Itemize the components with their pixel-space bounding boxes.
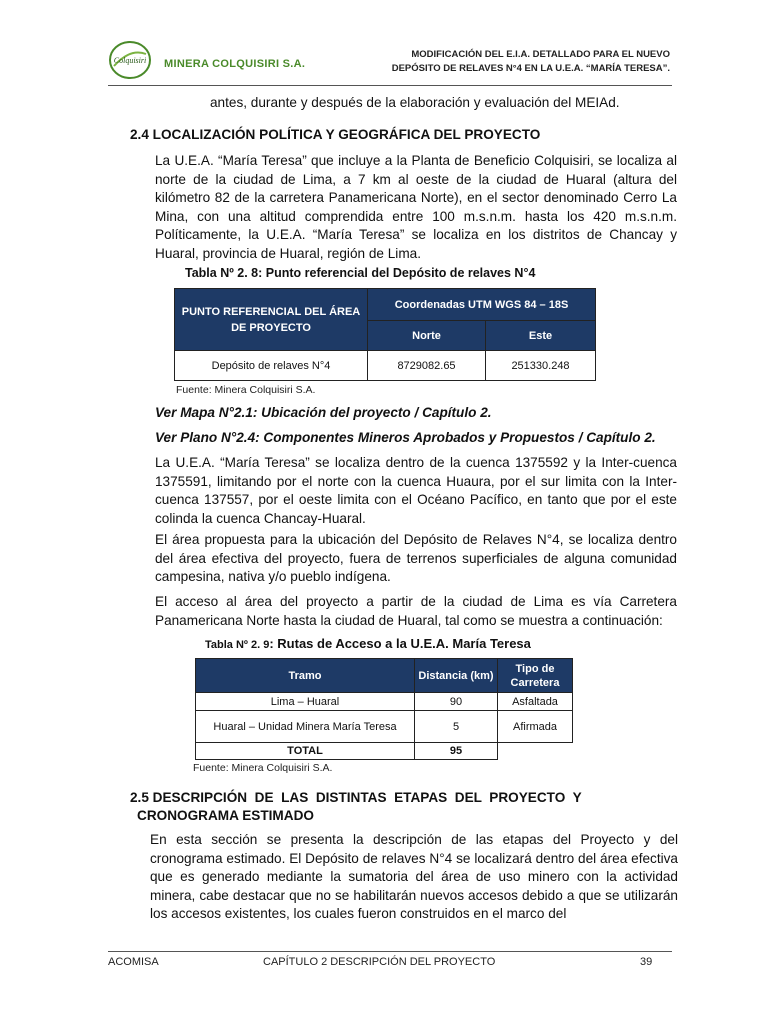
section-2-5-heading-line1: 2.5 DESCRIPCIÓN DE LAS DISTINTAS ETAPAS DEL PROYECTO Y — [130, 790, 582, 805]
table2-cell-distancia: 90 — [415, 693, 498, 711]
intro-line: antes, durante y después de la elaboración y evaluación del MEIAd. — [210, 95, 620, 110]
paragraph-cuenca: La U.E.A. “María Teresa” se localiza dentro de la cuenca 1375592 y la Inter-cuenca 1375591, limitando por el norte con la cuenca Huaura, por el sur limita con la Inter-cuenca 137557, por el oeste limita con el Océano Pacífico, en tanto que por el este colinda la cuenca Chancay-Huaral. — [155, 455, 677, 526]
table-row — [196, 711, 573, 743]
table2-caption — [205, 636, 531, 651]
table1-cell-este: 251330.248 — [486, 351, 596, 381]
table2-total-value: 95 — [415, 743, 498, 760]
table-row — [175, 351, 596, 381]
footer-divider — [108, 951, 672, 952]
paragraph-area: El área propuesta para la ubicación del Depósito de Relaves N°4, se localiza dentro del área efectiva del proyecto, fuera de terrenos superficiales de alguna comunidad campesina, nativa y/o pueblo indígena. — [155, 532, 677, 584]
table2-header-distancia: Distancia (km) — [415, 659, 498, 693]
section-2-4-heading: 2.4 LOCALIZACIÓN POLÍTICA Y GEOGRÁFICA DEL PROYECTO — [130, 127, 541, 142]
table-row-total — [196, 743, 573, 760]
header-divider — [108, 85, 672, 86]
table1-header-este: Este — [486, 321, 596, 351]
table2-total-label: TOTAL — [196, 743, 415, 760]
table2-cell-tramo: Huaral – Unidad Minera María Teresa — [196, 711, 415, 743]
table1-caption: Tabla Nº 2. 8: Punto referencial del Depósito de relaves N°4 — [185, 266, 536, 280]
table2-caption-prefix: Tabla Nº 2. 9 — [205, 639, 270, 651]
table1-header-norte: Norte — [368, 321, 486, 351]
table2-header-tramo: Tramo — [196, 659, 415, 693]
table1-source: Fuente: Minera Colquisiri S.A. — [176, 384, 316, 396]
table2-cell-distancia: 5 — [415, 711, 498, 743]
ref-plano: Ver Plano N°2.4: Componentes Mineros Aprobados y Propuestos / Capítulo 2. — [155, 430, 656, 445]
table-row — [196, 693, 573, 711]
company-logo — [108, 40, 152, 80]
logo-text: Colquisiri — [113, 56, 147, 65]
company-name: MINERA COLQUISIRI S.A. — [164, 58, 306, 70]
table2-header-tipo: Tipo de Carretera — [498, 659, 573, 693]
section-2-5-heading-line2: CRONOGRAMA ESTIMADO — [137, 808, 314, 823]
document-title — [360, 48, 670, 76]
table2-cell-tipo: Asfaltada — [498, 693, 573, 711]
document-title-line1: MODIFICACIÓN DEL E.I.A. DETALLADO PARA EL NUEVO — [411, 49, 670, 60]
footer-chapter: CAPÍTULO 2 DESCRIPCIÓN DEL PROYECTO — [263, 956, 496, 968]
table2-source: Fuente: Minera Colquisiri S.A. — [193, 762, 333, 774]
table2-cell-tipo: Afirmada — [498, 711, 573, 743]
table2-total-empty — [498, 743, 573, 760]
table2-cell-tramo: Lima – Huaral — [196, 693, 415, 711]
table1-header-punto: PUNTO REFERENCIAL DEL ÁREA DE PROYECTO — [175, 289, 368, 351]
footer-left: ACOMISA — [108, 956, 159, 968]
table-rutas-acceso — [195, 658, 573, 760]
section-2-4-paragraph: La U.E.A. “María Teresa” que incluye a la Planta de Beneficio Colquisiri, se localiza al norte de la ciudad de Lima, a 7 km al oeste de la ciudad de Huaral (altura del kilómetro 82 de la carretera Panamericana Norte), en el sector denominado Cerro La Mina, con una altitud comprendida entre 100 m.s.n.m. hasta los 420 m.s.n.m. Políticamente, la U.E.A. “María Teresa” se localiza en los distritos de Chancay y Huaral, provincia de Huaral, región de Lima. — [155, 153, 677, 261]
ref-mapa: Ver Mapa N°2.1: Ubicación del proyecto / Capítulo 2. — [155, 405, 492, 420]
document-title-line2: DEPÓSITO DE RELAVES N°4 EN LA U.E.A. “MARÍA TERESA”. — [391, 63, 670, 74]
table1-cell-norte: 8729082.65 — [368, 351, 486, 381]
table1-cell-punto: Depósito de relaves N°4 — [175, 351, 368, 381]
section-2-5-paragraph: En esta sección se presenta la descripción de las etapas del Proyecto y del cronograma estimado. El Depósito de relaves N°4 se localizará dentro del área efectiva que es generado mediante la sumatoria del área de uso minero con la actividad minera, cabe destacar que no se habilitarán nuevos accesos debido a que se utilizarán los accesos existentes, los cuales fueron construidos en el marco del — [150, 832, 678, 921]
table1-header-coordenadas: Coordenadas UTM WGS 84 – 18S — [368, 289, 596, 321]
paragraph-acceso: El acceso al área del proyecto a partir de la ciudad de Lima es vía Carretera Panamericana Norte hasta la ciudad de Huaral, tal como se muestra a continuación: — [155, 594, 677, 628]
page-number: 39 — [640, 956, 653, 968]
table-punto-referencial — [174, 288, 596, 381]
table2-caption-rest: : Rutas de Acceso a la U.E.A. María Teresa — [269, 636, 531, 651]
